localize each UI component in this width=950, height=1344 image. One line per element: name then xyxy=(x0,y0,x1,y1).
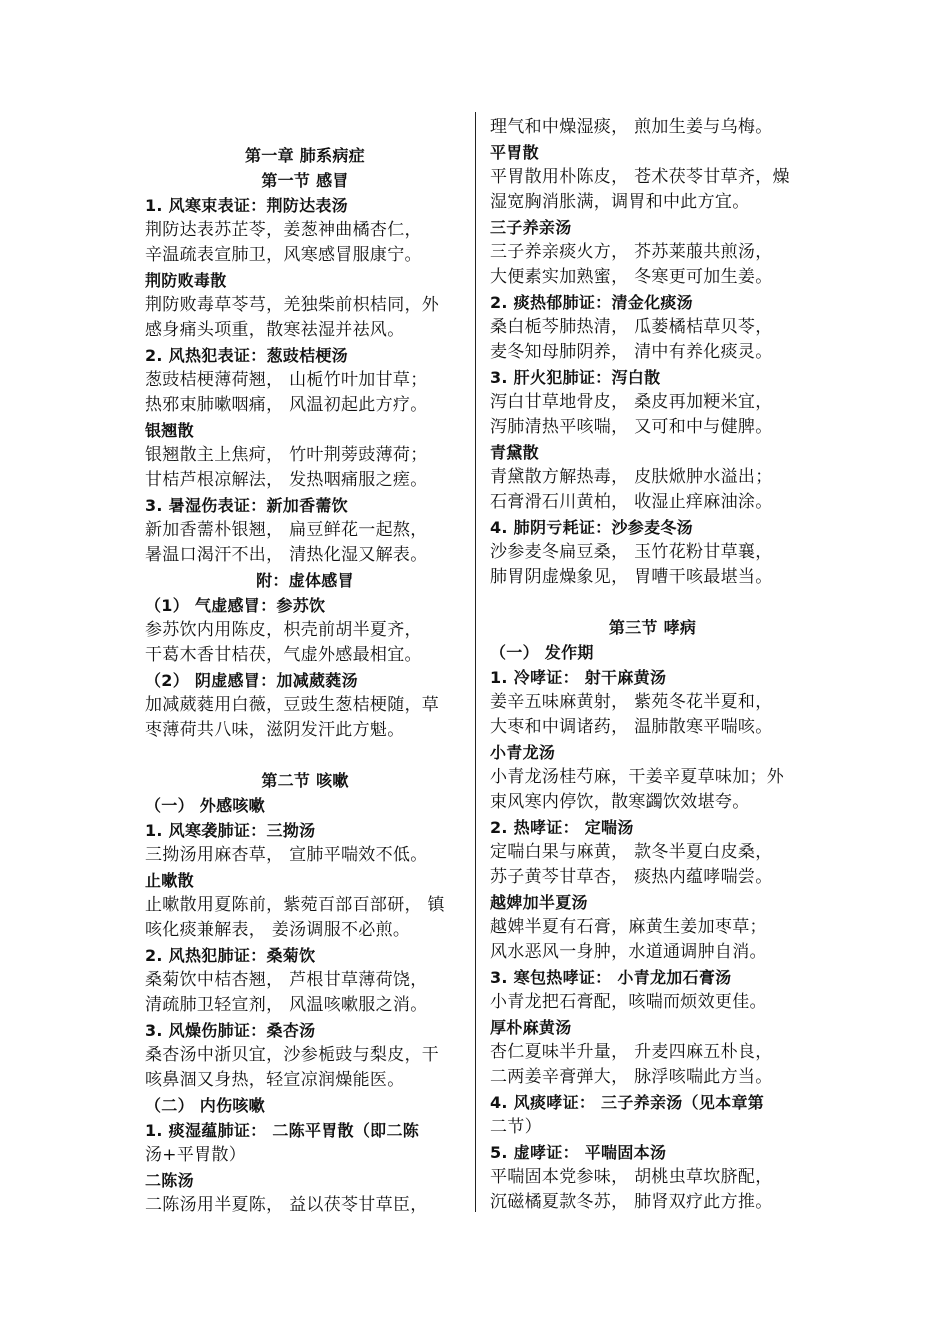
verse-line: 辛温疏表宣肺卫，风寒感冒服康宁。 xyxy=(145,245,422,265)
verse-line: 杏仁夏味半升量， 升麦四麻五朴良， xyxy=(490,1042,773,1062)
verse-line: 桑杏汤中浙贝宜，沙参栀豉与梨皮，干 xyxy=(145,1045,440,1065)
formula-heading: 小青龙汤 xyxy=(490,743,556,762)
right-column xyxy=(490,115,815,1215)
verse-line: 大枣和中调诸药， 温肺散寒平喘咳。 xyxy=(490,717,773,737)
formula-heading: （二） 内伤咳嗽 xyxy=(145,1096,265,1115)
formula-heading: （1） 气虚感冒：参苏饮 xyxy=(145,596,326,615)
verse-line: 泻白甘草地骨皮， 桑皮再加粳米宜， xyxy=(490,392,773,412)
formula-heading: 三子养亲汤 xyxy=(490,218,572,237)
verse-line: 暑温口渴汗不出， 清热化湿又解表。 xyxy=(145,545,428,565)
verse-line: 青黛散方解热毒， 皮肤焮肿水溢出； xyxy=(490,467,773,487)
verse-line: 干葛木香甘桔茯，气虚外感最相宜。 xyxy=(145,645,422,665)
verse-line: 新加香薷朴银翘， 扁豆鲜花一起熬， xyxy=(145,520,428,540)
formula-heading: 3. 寒包热哮证： 小青龙加石膏汤 xyxy=(490,968,732,987)
verse-line: 小青龙汤桂芍麻，干姜辛夏草味加；外 xyxy=(490,767,785,787)
verse-line: 石膏滑石川黄柏， 收湿止痒麻油涂。 xyxy=(490,492,773,512)
paragraph-gap xyxy=(490,590,815,615)
formula-heading: （2） 阴虚感冒：加减葳蕤汤 xyxy=(145,671,358,690)
verse-line: 桑白栀芩肺热清， 瓜蒌橘桔草贝苓， xyxy=(490,317,773,337)
formula-heading: 3. 风燥伤肺证：桑杏汤 xyxy=(145,1021,316,1040)
formula-heading: 4. 肺阴亏耗证：沙参麦冬汤 xyxy=(490,518,693,537)
verse-line: 银翘散主上焦疴， 竹叶荆蒡豉薄荷； xyxy=(145,445,428,465)
verse-line: 麦冬知母肺阴养， 清中有养化痰灵。 xyxy=(490,342,773,362)
formula-heading: 荆防败毒散 xyxy=(145,271,227,290)
verse-line: 湿宽胸消胀满，调胃和中此方宜。 xyxy=(490,192,750,212)
formula-heading: 3. 暑湿伤表证：新加香薷饮 xyxy=(145,496,348,515)
formula-heading: 1. 风寒束表证：荆防达表汤 xyxy=(145,196,348,215)
verse-line: 清疏肺卫轻宣剂， 风温咳嗽服之消。 xyxy=(145,995,428,1015)
paragraph-gap xyxy=(145,743,465,768)
verse-line: 热邪束肺嗽咽痛， 风温初起此方疗。 xyxy=(145,395,428,415)
formula-heading: 2. 痰热郁肺证：清金化痰汤 xyxy=(490,293,693,312)
section-heading: 附：虚体感冒 xyxy=(256,571,354,590)
verse-line: 荆防败毒草苓芎，羌独柴前枳桔同，外 xyxy=(145,295,440,315)
verse-line: 平胃散用朴陈皮， 苍术茯苓甘草齐，燥 xyxy=(490,167,790,187)
formula-heading: 厚朴麻黄汤 xyxy=(490,1018,572,1037)
section-heading: 第三节 哮病 xyxy=(608,618,697,637)
section-heading: 第一节 感冒 xyxy=(261,171,349,190)
formula-heading: 1. 风寒袭肺证：三拗汤 xyxy=(145,821,316,840)
verse-line: 咳鼻涸又身热，轻宣凉润燥能医。 xyxy=(145,1070,405,1090)
verse-line: 风水恶风一身肿，水道通调肿自消。 xyxy=(490,942,767,962)
verse-line: 大便素实加熟蜜， 冬寒更可加生姜。 xyxy=(490,267,773,287)
verse-line: 越婢半夏有石膏，麻黄生姜加枣草； xyxy=(490,917,767,937)
verse-line: 甘桔芦根凉解法， 发热咽痛服之瘥。 xyxy=(145,470,428,490)
verse-line: 三拗汤用麻杏草， 宣肺平喘效不低。 xyxy=(145,845,428,865)
verse-line: 泻肺清热平咳喘， 又可和中与健脾。 xyxy=(490,417,773,437)
formula-heading: 二陈汤 xyxy=(145,1171,194,1190)
verse-line: 咳化痰兼解表， 姜汤调服不必煎。 xyxy=(145,920,411,940)
verse-line: 汤+平胃散） xyxy=(145,1145,247,1165)
verse-line: 参苏饮内用陈皮，枳壳前胡半夏齐， xyxy=(145,620,422,640)
verse-line: 二节） xyxy=(490,1117,542,1137)
verse-line: 止嗽散用夏陈前，紫菀百部百部研， 镇 xyxy=(145,895,445,915)
formula-heading: 2. 风热犯肺证：桑菊饮 xyxy=(145,946,316,965)
verse-line: 桑菊饮中桔杏翘， 芦根甘草薄荷饶， xyxy=(145,970,428,990)
verse-line: 定喘白果与麻黄， 款冬半夏白皮桑， xyxy=(490,842,773,862)
section-heading: 第一章 肺系病症 xyxy=(245,146,365,165)
verse-line: 葱豉桔梗薄荷翘， 山栀竹叶加甘草； xyxy=(145,370,428,390)
verse-line: 姜辛五味麻黄射， 紫苑冬花半夏和， xyxy=(490,692,773,712)
verse-line: 三子养亲痰火方， 芥苏莱菔共煎汤， xyxy=(490,242,773,262)
section-heading: 第二节 咳嗽 xyxy=(261,771,349,790)
column-divider xyxy=(475,112,476,1212)
verse-line: 荆防达表苏芷苓，姜葱神曲橘杏仁， xyxy=(145,220,422,240)
formula-heading: 越婢加半夏汤 xyxy=(490,893,588,912)
formula-heading: 青黛散 xyxy=(490,443,539,462)
formula-heading: 3. 肝火犯肺证：泻白散 xyxy=(490,368,661,387)
formula-heading: 1. 冷哮证： 射干麻黄汤 xyxy=(490,668,667,687)
verse-line: 二陈汤用半夏陈， 益以茯苓甘草臣， xyxy=(145,1195,428,1215)
verse-line: 肺胃阴虚燥象见， 胃嘈干咳最堪当。 xyxy=(490,567,773,587)
formula-heading: 平胃散 xyxy=(490,143,539,162)
formula-heading: 银翘散 xyxy=(145,421,194,440)
verse-line: 沙参麦冬扁豆桑， 玉竹花粉甘草襄， xyxy=(490,542,773,562)
verse-line: 沉磁橘夏款冬苏， 肺肾双疗此方推。 xyxy=(490,1192,773,1212)
formula-heading: 1. 痰湿蕴肺证： 二陈平胃散（即二陈 xyxy=(145,1121,420,1140)
verse-line: 理气和中燥湿痰， 煎加生姜与乌梅。 xyxy=(490,117,773,137)
verse-line: 加减葳蕤用白薇，豆豉生葱桔梗随，草 xyxy=(145,695,440,715)
formula-heading: 4. 风痰哮证： 三子养亲汤（见本章第 xyxy=(490,1093,765,1112)
verse-line: 束风寒内停饮，散寒蠲饮效堪夸。 xyxy=(490,792,750,812)
left-column xyxy=(145,143,465,1218)
verse-line: 二两姜辛膏弹大， 脉浮咳喘此方当。 xyxy=(490,1067,773,1087)
verse-line: 苏子黄芩甘草杏， 痰热内蕴哮喘尝。 xyxy=(490,867,773,887)
formula-heading: 2. 热哮证： 定喘汤 xyxy=(490,818,634,837)
verse-line: 平喘固本党参味， 胡桃虫草坎脐配， xyxy=(490,1167,773,1187)
verse-line: 感身痛头项重，散寒祛湿并祛风。 xyxy=(145,320,405,340)
formula-heading: 止嗽散 xyxy=(145,871,194,890)
formula-heading: （一） 外感咳嗽 xyxy=(145,796,265,815)
formula-heading: 2. 风热犯表证：葱豉桔梗汤 xyxy=(145,346,348,365)
formula-heading: （一） 发作期 xyxy=(490,643,594,662)
verse-line: 枣薄荷共八味，滋阴发汗此方魁。 xyxy=(145,720,405,740)
verse-line: 小青龙把石膏配，咳喘而烦效更佳。 xyxy=(490,992,767,1012)
formula-heading: 5. 虚哮证： 平喘固本汤 xyxy=(490,1143,667,1162)
